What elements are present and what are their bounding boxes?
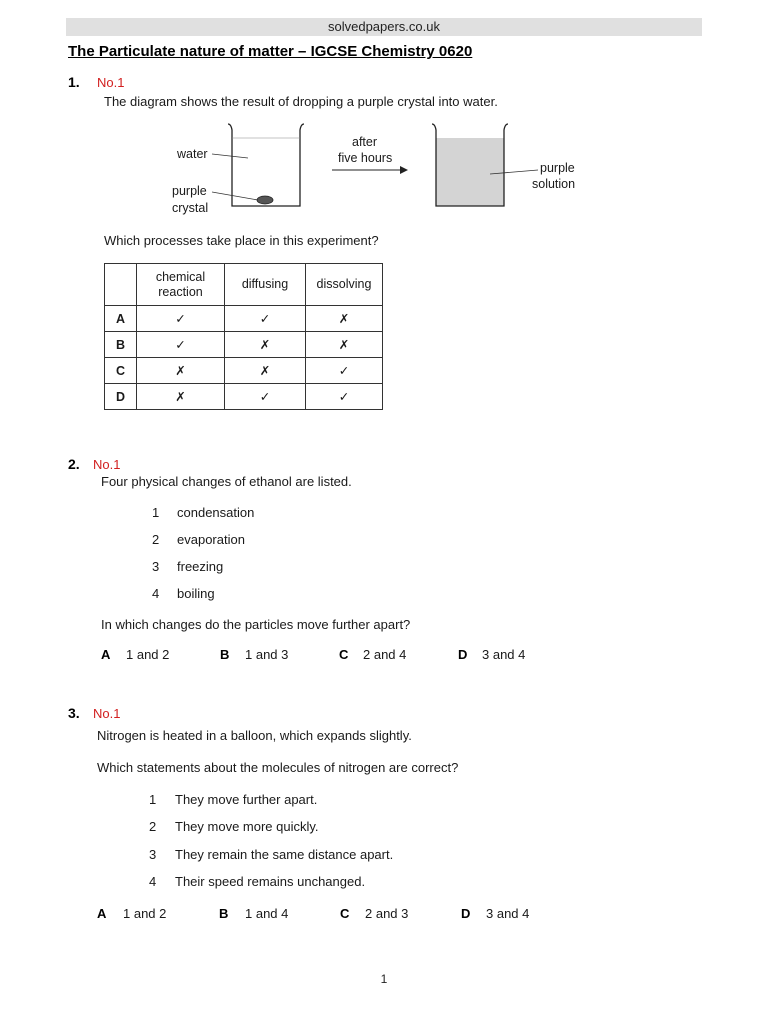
label-solution: solution (532, 177, 576, 191)
left-beaker (228, 124, 304, 206)
label-crystal: crystal (172, 201, 209, 215)
row-label: C (105, 358, 137, 384)
row-label: A (105, 306, 137, 332)
option-b-letter[interactable]: B (219, 906, 229, 921)
cell-dissolving: ✗ (306, 306, 383, 332)
list-item-number: 3 (152, 559, 160, 574)
option-c-letter[interactable]: C (340, 906, 350, 921)
page-number: 1 (380, 972, 388, 986)
cell-chemical-reaction: ✓ (137, 332, 225, 358)
question-2-tag: No.1 (93, 457, 121, 472)
question-2-prompt: In which changes do the particles move further apart? (101, 617, 411, 632)
label-purple: purple (172, 184, 207, 198)
question-1-number: 1. (68, 74, 80, 90)
cell-dissolving: ✗ (306, 332, 383, 358)
label-water: water (177, 147, 208, 161)
option-b-text[interactable]: 1 and 3 (245, 647, 289, 662)
option-b-text[interactable]: 1 and 4 (245, 906, 289, 921)
question-1-tag: No.1 (97, 75, 125, 90)
cell-diffusing: ✓ (225, 384, 306, 410)
list-item-number: 3 (149, 847, 157, 862)
list-item-number: 1 (149, 792, 157, 807)
cell-chemical-reaction: ✗ (137, 358, 225, 384)
header-reaction: reaction (158, 284, 203, 299)
table-header-chemical-reaction (137, 264, 225, 306)
table-row (105, 306, 383, 332)
list-item-number: 2 (149, 819, 157, 834)
question-3-tag: No.1 (93, 706, 121, 721)
list-item-number: 4 (149, 874, 157, 889)
list-item-number: 4 (152, 586, 160, 601)
cell-chemical-reaction: ✓ (137, 306, 225, 332)
header-chemical: chemical (155, 269, 206, 284)
option-a-text[interactable]: 1 and 2 (123, 906, 167, 921)
cell-dissolving: ✓ (306, 358, 383, 384)
question-1-prompt: Which processes take place in this experiment? (104, 233, 379, 248)
question-1-intro: The diagram shows the result of dropping a purple crystal into water. (104, 94, 498, 109)
option-b-letter[interactable]: B (220, 647, 230, 662)
table-header-empty (105, 264, 137, 306)
option-c-text[interactable]: 2 and 4 (363, 647, 407, 662)
site-banner: solvedpapers.co.uk (66, 18, 702, 36)
option-d-letter[interactable]: D (461, 906, 471, 921)
cell-chemical-reaction: ✗ (137, 384, 225, 410)
cell-diffusing: ✗ (225, 332, 306, 358)
cell-diffusing: ✓ (225, 306, 306, 332)
cell-dissolving: ✓ (306, 384, 383, 410)
list-item-number: 2 (152, 532, 160, 547)
document-title: The Particulate nature of matter – IGCSE Chemistry 0620 (68, 43, 473, 60)
option-d-letter[interactable]: D (458, 647, 468, 662)
option-c-text[interactable]: 2 and 3 (365, 906, 409, 921)
table-header-row (105, 264, 383, 306)
purple-crystal (257, 196, 273, 204)
question-2-intro: Four physical changes of ethanol are listed. (101, 474, 352, 489)
question-3-prompt: Which statements about the molecules of nitrogen are correct? (97, 760, 459, 775)
list-item: condensation (177, 505, 255, 520)
beaker-diagram (160, 118, 600, 220)
list-item: freezing (177, 559, 224, 574)
table-row (105, 358, 383, 384)
list-item: They move more quickly. (175, 819, 319, 834)
list-item: boiling (177, 586, 215, 601)
option-c-letter[interactable]: C (339, 647, 349, 662)
question-2-number: 2. (68, 456, 80, 472)
answer-table (104, 263, 383, 410)
list-item: Their speed remains unchanged. (175, 874, 366, 889)
table-header-diffusing: diffusing (225, 264, 306, 306)
option-a-letter[interactable]: A (97, 906, 107, 921)
cell-diffusing: ✗ (225, 358, 306, 384)
row-label: D (105, 384, 137, 410)
arrow-head (400, 166, 408, 174)
arrow-label-five-hours: five hours (338, 151, 393, 165)
option-d-text[interactable]: 3 and 4 (482, 647, 526, 662)
label-solution-purple: purple (540, 161, 575, 175)
row-label: B (105, 332, 137, 358)
question-3-number: 3. (68, 705, 80, 721)
table-row (105, 332, 383, 358)
arrow-label-after: after (352, 135, 378, 149)
list-item-number: 1 (152, 505, 160, 520)
list-item: evaporation (177, 532, 245, 547)
option-d-text[interactable]: 3 and 4 (486, 906, 530, 921)
list-item: They move further apart. (175, 792, 318, 807)
table-row (105, 384, 383, 410)
question-3-intro: Nitrogen is heated in a balloon, which expands slightly. (97, 728, 412, 743)
purple-solution-fill (436, 138, 504, 206)
option-a-text[interactable]: 1 and 2 (126, 647, 170, 662)
table-header-dissolving: dissolving (306, 264, 383, 306)
list-item: They remain the same distance apart. (175, 847, 394, 862)
option-a-letter[interactable]: A (101, 647, 111, 662)
